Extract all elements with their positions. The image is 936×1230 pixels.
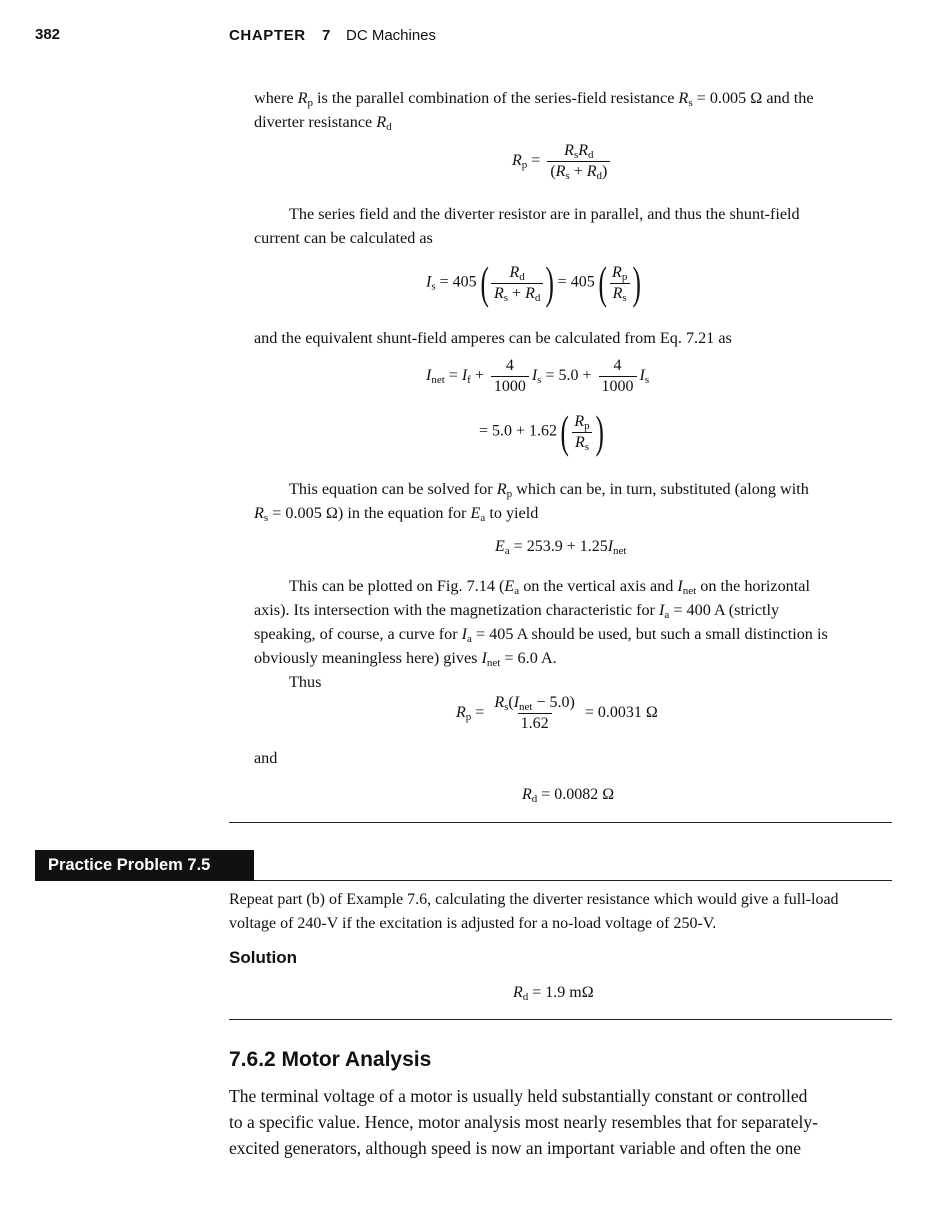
chapter-label: CHAPTER [229,27,306,44]
text-line: diverter resistance $R_d$ [254,113,392,133]
section-body [229,1083,909,1161]
practice-problem-text [229,888,909,936]
page-number: 382 [35,26,61,43]
text-line: axis). Its intersection with the magnetization characteristic for $I_a = 400$ A (strictly [254,601,780,621]
equation-ea: $E_a = 253.9 + 1.25I_{net}$ [495,538,627,557]
text-line: where $R_p$ is the parallel combination of the series-field resistance $R_s = 0.005$ Ω and the [254,89,814,109]
paragraph-rp-definition [254,86,904,134]
equation-rp-value: $R_p$ = $\frac{R_s(I_{net} - 5.0)}{1.62}$ = 0.0031 Ω [456,694,658,732]
section-title: 7.6.2 Motor Analysis [229,1048,432,1071]
text-line: This equation can be solved for $R_p$ which can be, in turn, substituted (along with [289,480,809,500]
text-line: voltage of 240-V if the excitation is adjusted for a no-load voltage of 250-V. [229,915,717,932]
divider-bottom [229,1019,892,1020]
equation-inet: $I_{net} = I_f$ + $\frac{4}{1000}$ $I_s = 5.0$ + $\frac{4}{1000}$ $I_s$ [426,357,650,395]
and-word: and [254,749,278,767]
text-line: current can be calculated as [254,229,433,247]
text-line: obviously meaningless here) gives $I_{net} = 6.0$ A. [254,649,557,669]
text-line: $R_s = 0.005$ Ω) in the equation for $E_a$ to yield [254,504,539,524]
equation-is: $I_s = 405$ ( $\frac{R_d}{R_s + R_d}$ ) = 405 ( $\frac{R_p}{R_s}$ ) [426,257,642,308]
text-line: This can be plotted on Fig. 7.14 ($E_a$ on the vertical axis and $I_{net}$ on the horizontal [289,577,810,597]
paragraph-solve-rp [254,477,904,525]
text-line: speaking, of course, a curve for $I_a = 405$ A should be used, but such a small distinction is [254,625,828,645]
equation-rp-parallel: $R_p$ = $\frac{R_sR_d}{(R_s + R_d)}$ [512,142,613,181]
text-line: Repeat part (b) of Example 7.6, calculating the diverter resistance which would give a full-load [229,891,839,908]
text-line: to a specific value. Hence, motor analysis most nearly resembles that for separately- [229,1112,818,1132]
divider-top [229,822,892,823]
text-line: Thus [289,673,322,691]
text-line: excited generators, although speed is now an important variable and often the one [229,1138,801,1158]
paragraph-shunt-amperes [254,326,904,350]
paragraph-shunt-current [254,202,904,250]
equation-inet-line2: = 5.0 + 1.62 ( $\frac{R_p}{R_s}$ ) [479,406,604,457]
practice-problem-heading: Practice Problem 7.5 [35,850,254,881]
text-line: The series field and the diverter resistor are in parallel, and thus the shunt-field [289,205,800,223]
equation-answer: $R_d = 1.9$ mΩ [513,984,594,1003]
paragraph-plot [254,574,914,694]
chapter-number: 7 [322,27,331,44]
equation-rd-value: $R_d = 0.0082$ Ω [522,786,615,805]
chapter-title: DC Machines [346,27,437,44]
text-line: The terminal voltage of a motor is usually held substantially constant or controlled [229,1086,808,1106]
text-line: and the equivalent shunt-field amperes can be calculated from Eq. 7.21 as [254,329,732,347]
solution-label: Solution [229,948,297,967]
